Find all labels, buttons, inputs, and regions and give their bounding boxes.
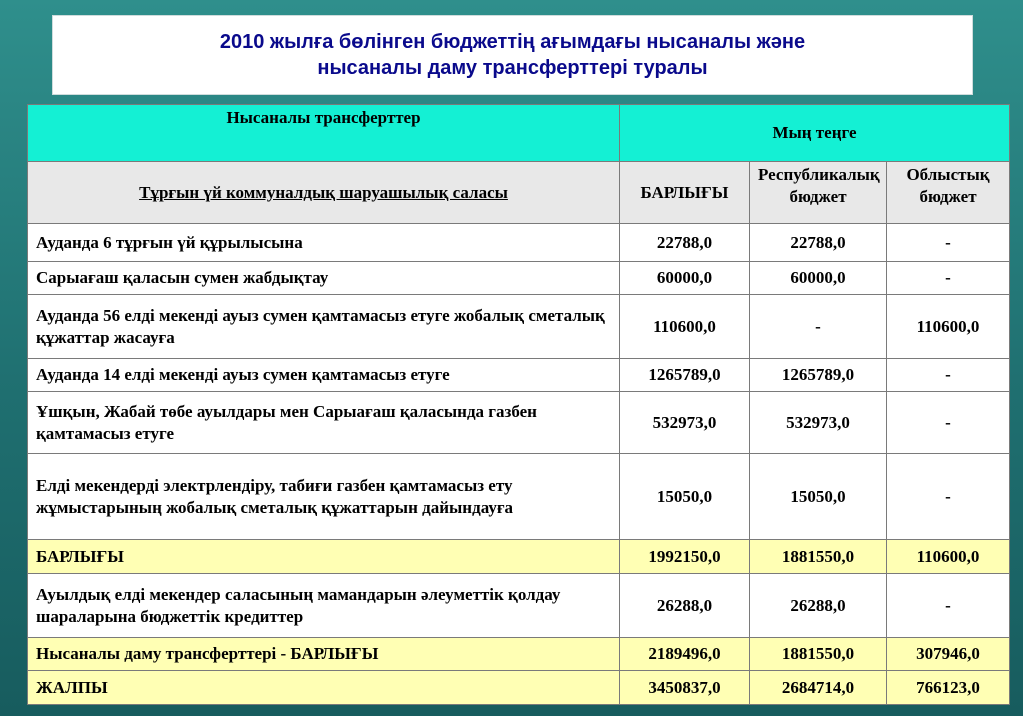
row-total: 1992150,0 xyxy=(620,540,750,574)
row-total: 22788,0 xyxy=(620,224,750,262)
row-total: 2189496,0 xyxy=(620,638,750,671)
row-name: БАРЛЫҒЫ xyxy=(28,540,620,574)
row-region: - xyxy=(887,392,1010,454)
row-region: 110600,0 xyxy=(887,295,1010,359)
column-total: БАРЛЫҒЫ xyxy=(620,162,750,224)
grand-total-row xyxy=(28,671,1010,705)
row-republic: 15050,0 xyxy=(750,454,887,540)
row-region: 766123,0 xyxy=(887,671,1010,705)
row-name: Елді мекендерді электрлендіру, табиғи газбен қамтамасыз ету жұмыстарының жобалық сметалық құжаттарын дайындауға xyxy=(28,454,620,540)
column-republic: Республикалық бюджет xyxy=(750,162,887,224)
row-region: - xyxy=(887,454,1010,540)
subtotal-row xyxy=(28,638,1010,671)
row-total: 1265789,0 xyxy=(620,359,750,392)
row-name: Сарыағаш қаласын сумен жабдықтау xyxy=(28,262,620,295)
row-total: 26288,0 xyxy=(620,574,750,638)
row-region: - xyxy=(887,359,1010,392)
row-republic: 2684714,0 xyxy=(750,671,887,705)
row-total: 110600,0 xyxy=(620,295,750,359)
row-name: Ауданда 56 елді мекенді ауыз сумен қамтамасыз етуге жобалық сметалық құжаттар жасауға xyxy=(28,295,620,359)
row-republic: 60000,0 xyxy=(750,262,887,295)
table-row xyxy=(28,574,1010,638)
row-total: 15050,0 xyxy=(620,454,750,540)
row-name: Ауданда 6 тұрғын үй құрылысына xyxy=(28,224,620,262)
row-total: 3450837,0 xyxy=(620,671,750,705)
row-region: 307946,0 xyxy=(887,638,1010,671)
budget-table xyxy=(27,104,1010,705)
row-region: - xyxy=(887,224,1010,262)
row-republic: 1881550,0 xyxy=(750,638,887,671)
row-name: Ұшқын, Жабай төбе ауылдары мен Сарыағаш қаласында газбен қамтамасыз етуге xyxy=(28,392,620,454)
row-republic: 1881550,0 xyxy=(750,540,887,574)
row-republic: 26288,0 xyxy=(750,574,887,638)
row-total: 532973,0 xyxy=(620,392,750,454)
page-title-line-2: нысаналы даму трансферттері туралы xyxy=(317,57,708,79)
header-row-1 xyxy=(28,105,1010,162)
row-republic: 1265789,0 xyxy=(750,359,887,392)
table-row xyxy=(28,224,1010,262)
subtotal-row xyxy=(28,540,1010,574)
row-republic: 22788,0 xyxy=(750,224,887,262)
row-total: 60000,0 xyxy=(620,262,750,295)
table-row xyxy=(28,295,1010,359)
table-row xyxy=(28,392,1010,454)
row-name: Нысаналы даму трансферттері - БАРЛЫҒЫ xyxy=(28,638,620,671)
row-name: Ауданда 14 елді мекенді ауыз сумен қамтамасыз етуге xyxy=(28,359,620,392)
row-region: - xyxy=(887,574,1010,638)
column-region: Облыстық бюджет xyxy=(887,162,1010,224)
row-region: 110600,0 xyxy=(887,540,1010,574)
section-link[interactable]: Тұрғын үй коммуналдық шаруашылық саласы xyxy=(28,162,620,224)
title-box xyxy=(53,16,972,94)
header-row-2 xyxy=(28,162,1010,224)
row-name: ЖАЛПЫ xyxy=(28,671,620,705)
table-row xyxy=(28,359,1010,392)
row-region: - xyxy=(887,262,1010,295)
header-transfers: Нысаналы трансферттер xyxy=(28,105,620,162)
row-republic: - xyxy=(750,295,887,359)
row-republic: 532973,0 xyxy=(750,392,887,454)
table-row xyxy=(28,262,1010,295)
page-title-line-1: 2010 жылға бөлінген бюджеттің ағымдағы нысаналы және xyxy=(219,31,806,53)
table-row xyxy=(28,454,1010,540)
row-name: Ауылдық елді мекендер саласының мамандарын әлеуметтік қолдау шараларына бюджеттік кредиттер xyxy=(28,574,620,638)
header-units: Мың теңге xyxy=(620,105,1010,162)
